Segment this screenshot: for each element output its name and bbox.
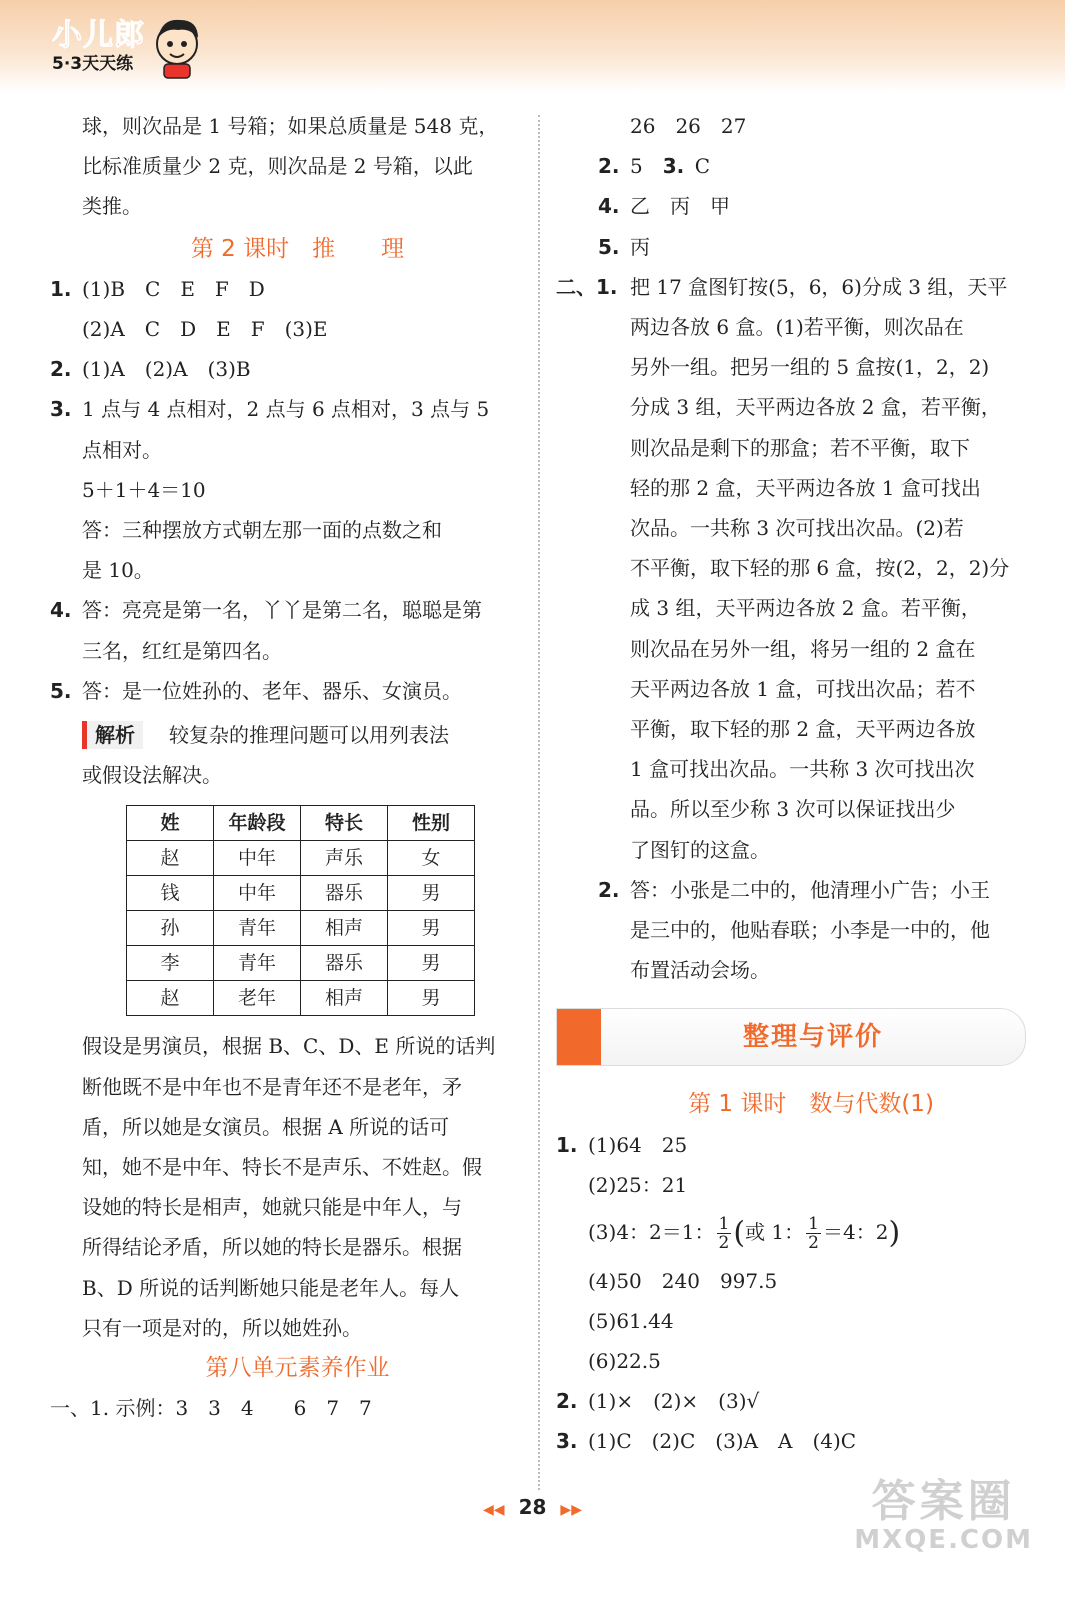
answer-text: (2)25：21	[588, 1172, 688, 1197]
table-header-row	[127, 806, 475, 841]
answer-text: 1 盒可找出次品。一共称 3 次可找出次	[630, 757, 975, 782]
review-question-2	[556, 1381, 1026, 1421]
text-line: 球，则次品是 1 号箱；如果总质量是 548 克，	[82, 114, 499, 138]
answer-text: 是三中的，他贴春联；小李是一中的，他	[630, 918, 990, 943]
answer-text: (1)C (2)C (3)A A (4)C	[588, 1429, 857, 1454]
question-number: 3.	[50, 397, 72, 422]
question-number: 2.	[598, 877, 620, 902]
table-cell: 李	[127, 946, 214, 981]
paren-open: (	[733, 1215, 746, 1251]
next-arrows-icon: ▶▶	[560, 1502, 582, 1518]
table-cell: 赵	[127, 981, 214, 1016]
question-4	[556, 186, 1026, 226]
answer-text: (3)4：2＝1：	[588, 1220, 715, 1245]
answer-text: (1)× (2)× (3)√	[588, 1389, 760, 1414]
answer-text: C	[694, 154, 711, 179]
brand-logo	[52, 20, 145, 74]
question-number: 3.	[662, 154, 685, 179]
question-number: 5.	[598, 234, 620, 259]
question-number: 4.	[50, 598, 72, 623]
table-header: 年龄段	[214, 806, 301, 841]
answer-text: ＝4：2	[822, 1220, 889, 1245]
paren-close: )	[888, 1215, 901, 1251]
section-title: 第 2 课时 推 理	[190, 235, 405, 262]
analysis-text: 较复杂的推理问题可以用列表法	[169, 723, 449, 748]
paragraph-line: 只有一项是对的，所以她姓孙。	[82, 1315, 362, 1340]
answer-text: (1)64 25	[588, 1132, 688, 1157]
part-2-question-1	[556, 267, 1026, 307]
question-number: 二、1.	[556, 274, 618, 299]
table-cell: 器乐	[301, 946, 388, 981]
table-cell: 男	[388, 911, 475, 946]
answer-text: (2)A C D E F (3)E	[82, 317, 328, 342]
left-column	[50, 106, 525, 1428]
paragraph-line: B、D 所说的话判断她只能是老年人。每人	[82, 1275, 460, 1300]
question-5	[50, 671, 525, 711]
question-number: 5.	[50, 678, 72, 703]
answer-text: (4)50 240 997.5	[588, 1268, 778, 1293]
question-number: 3.	[556, 1429, 578, 1454]
question-number: 2.	[556, 1389, 578, 1414]
answer-text: 了图钉的这盒。	[630, 837, 770, 862]
review-question-1	[556, 1125, 1026, 1165]
question-4	[50, 590, 525, 630]
numerator: 1	[808, 1214, 819, 1235]
table-row	[127, 981, 475, 1016]
answer-text: (1)B C E F D	[82, 276, 265, 301]
question-number: 4.	[598, 194, 620, 219]
answer-text: 布置活动会场。	[630, 958, 770, 983]
column-divider	[538, 115, 540, 1490]
answer-text: 另外一组。把另一组的 5 盒按(1，2，2)	[630, 355, 990, 380]
answer-text: 轻的那 2 盒，天平两边各放 1 盒可找出	[630, 475, 981, 500]
table-row	[127, 841, 475, 876]
denominator: 2	[808, 1233, 819, 1254]
text-line: 类推。	[82, 194, 142, 219]
banner-accent	[557, 1009, 601, 1065]
answer-text: (6)22.5	[588, 1348, 661, 1373]
table-cell: 男	[388, 946, 475, 981]
answer-text: 平衡，取下轻的那 2 盒，天平两边各放	[630, 717, 976, 742]
table-header: 特长	[301, 806, 388, 841]
table-cell: 男	[388, 981, 475, 1016]
table-cell: 赵	[127, 841, 214, 876]
answer-text: 5＋1＋4＝10	[82, 477, 206, 502]
answer-text: 是 10。	[82, 558, 154, 583]
answer-text: 把 17 盒图钉按(5，6，6)分成 3 组，天平	[630, 274, 1008, 299]
answer-text: 天平两边各放 1 盒，可找出次品；若不	[630, 676, 976, 701]
answer-text: 品。所以至少称 3 次可以保证找出少	[630, 797, 956, 822]
watermark-title: 答案圈	[871, 1476, 1016, 1527]
analysis-tag: 解析	[82, 721, 143, 749]
answer-text: 答：三种摆放方式朝左那一面的点数之和	[82, 518, 442, 543]
table-row	[127, 911, 475, 946]
table-cell: 老年	[214, 981, 301, 1016]
answer-text: 26 26 27	[630, 114, 747, 138]
answer-text: 点相对。	[82, 437, 162, 462]
watermark-url: MXQE.COM	[854, 1525, 1033, 1555]
table-header: 姓	[127, 806, 214, 841]
answer-text: 5	[630, 154, 663, 179]
unit-banner	[556, 1008, 1026, 1066]
table-cell: 相声	[301, 911, 388, 946]
question-2	[50, 349, 525, 389]
fraction	[806, 1215, 821, 1252]
answer-text: (1)A (2)A (3)B	[82, 357, 251, 382]
question-5	[556, 227, 1026, 267]
table-cell: 钱	[127, 876, 214, 911]
question-2-3	[556, 146, 1026, 186]
denominator: 2	[718, 1233, 730, 1254]
answer-text: 答：小张是二中的，他清理小广告；小王	[630, 877, 990, 902]
table-row	[127, 946, 475, 981]
table-cell: 声乐	[301, 841, 388, 876]
table-cell: 中年	[214, 876, 301, 911]
table-cell: 器乐	[301, 876, 388, 911]
question-number: 1.	[50, 276, 72, 301]
answer-text: 则次品是剩下的那盒；若不平衡，取下	[630, 435, 970, 460]
answer-text: 丙	[630, 234, 650, 259]
logo-title: 小儿郎	[52, 18, 145, 53]
answer-text: 一、1. 示例：3 3 4 6 7 7	[50, 1396, 372, 1421]
answer-text: (5)61.44	[588, 1308, 674, 1333]
table-cell: 男	[388, 876, 475, 911]
table-cell: 相声	[301, 981, 388, 1016]
question-number: 1.	[556, 1132, 578, 1157]
answer-text: 两边各放 6 盒。(1)若平衡，则次品在	[630, 315, 964, 340]
page-number: 28	[518, 1495, 547, 1519]
watermark	[854, 1478, 1033, 1554]
paragraph-line: 断他既不是中年也不是青年还不是老年，矛	[82, 1074, 462, 1099]
analysis-block	[50, 715, 525, 755]
part-2-question-2	[556, 870, 1026, 910]
answer-text: 1 点与 4 点相对，2 点与 6 点相对，3 点与 5	[82, 397, 490, 422]
table-cell: 孙	[127, 911, 214, 946]
text-line: 比标准质量少 2 克，则次品是 2 号箱，以此	[82, 154, 473, 179]
table-cell: 青年	[214, 946, 301, 981]
ratio-answer	[556, 1205, 1026, 1261]
mascot-icon	[150, 14, 204, 80]
review-question-3	[556, 1421, 1026, 1461]
table-cell: 女	[388, 841, 475, 876]
table-cell: 青年	[214, 911, 301, 946]
question-3	[50, 389, 525, 429]
analysis-text: 或假设法解决。	[82, 763, 222, 788]
answer-text: 分成 3 组，天平两边各放 2 盒，若平衡，	[630, 395, 1001, 420]
answer-text: 乙 丙 甲	[630, 194, 730, 219]
paragraph-line: 知，她不是中年、特长不是声乐、不姓赵。假	[82, 1155, 482, 1180]
unit-title: 第八单元素养作业	[205, 1355, 390, 1382]
section-title: 第 1 课时 数与代数(1)	[688, 1091, 934, 1118]
answer-text: 不平衡，取下轻的那 6 盒，按(2，2，2)分	[630, 556, 1010, 581]
question-number: 2.	[50, 357, 72, 382]
reasoning-table	[126, 805, 475, 1016]
answer-text: 成 3 组，天平两边各放 2 盒。若平衡，	[630, 596, 981, 621]
right-column	[556, 106, 1026, 1462]
table-cell: 中年	[214, 841, 301, 876]
paragraph-line: 假设是男演员，根据 B、C、D、E 所说的话判	[82, 1034, 496, 1059]
table-header: 性别	[388, 806, 475, 841]
table-row	[127, 876, 475, 911]
logo-subtitle: 5·3天天练	[52, 54, 134, 74]
paragraph-line: 所得结论矛盾，所以她的特长是器乐。根据	[82, 1235, 462, 1260]
numerator: 1	[718, 1214, 730, 1235]
banner-title: 整理与评价	[742, 1022, 883, 1053]
question-1	[50, 269, 525, 309]
paragraph-line: 盾，所以她是女演员。根据 A 所说的话可	[82, 1114, 450, 1139]
answer-text: 答：亮亮是第一名，丫丫是第二名，聪聪是第	[82, 598, 482, 623]
answer-text: 或 1：	[745, 1220, 805, 1245]
answer-text: 次品。一共称 3 次可找出次品。(2)若	[630, 516, 964, 541]
question-number: 2.	[598, 154, 620, 179]
answer-text: 则次品在另外一组，将另一组的 2 盒在	[630, 636, 976, 661]
paragraph-line: 设她的特长是相声，她就只能是中年人，与	[82, 1195, 462, 1220]
fraction	[717, 1215, 732, 1252]
answer-text: 三名，红红是第四名。	[82, 638, 282, 663]
answer-text: 答：是一位姓孙的、老年、器乐、女演员。	[82, 678, 462, 703]
prev-arrows-icon: ◀◀	[483, 1502, 505, 1518]
